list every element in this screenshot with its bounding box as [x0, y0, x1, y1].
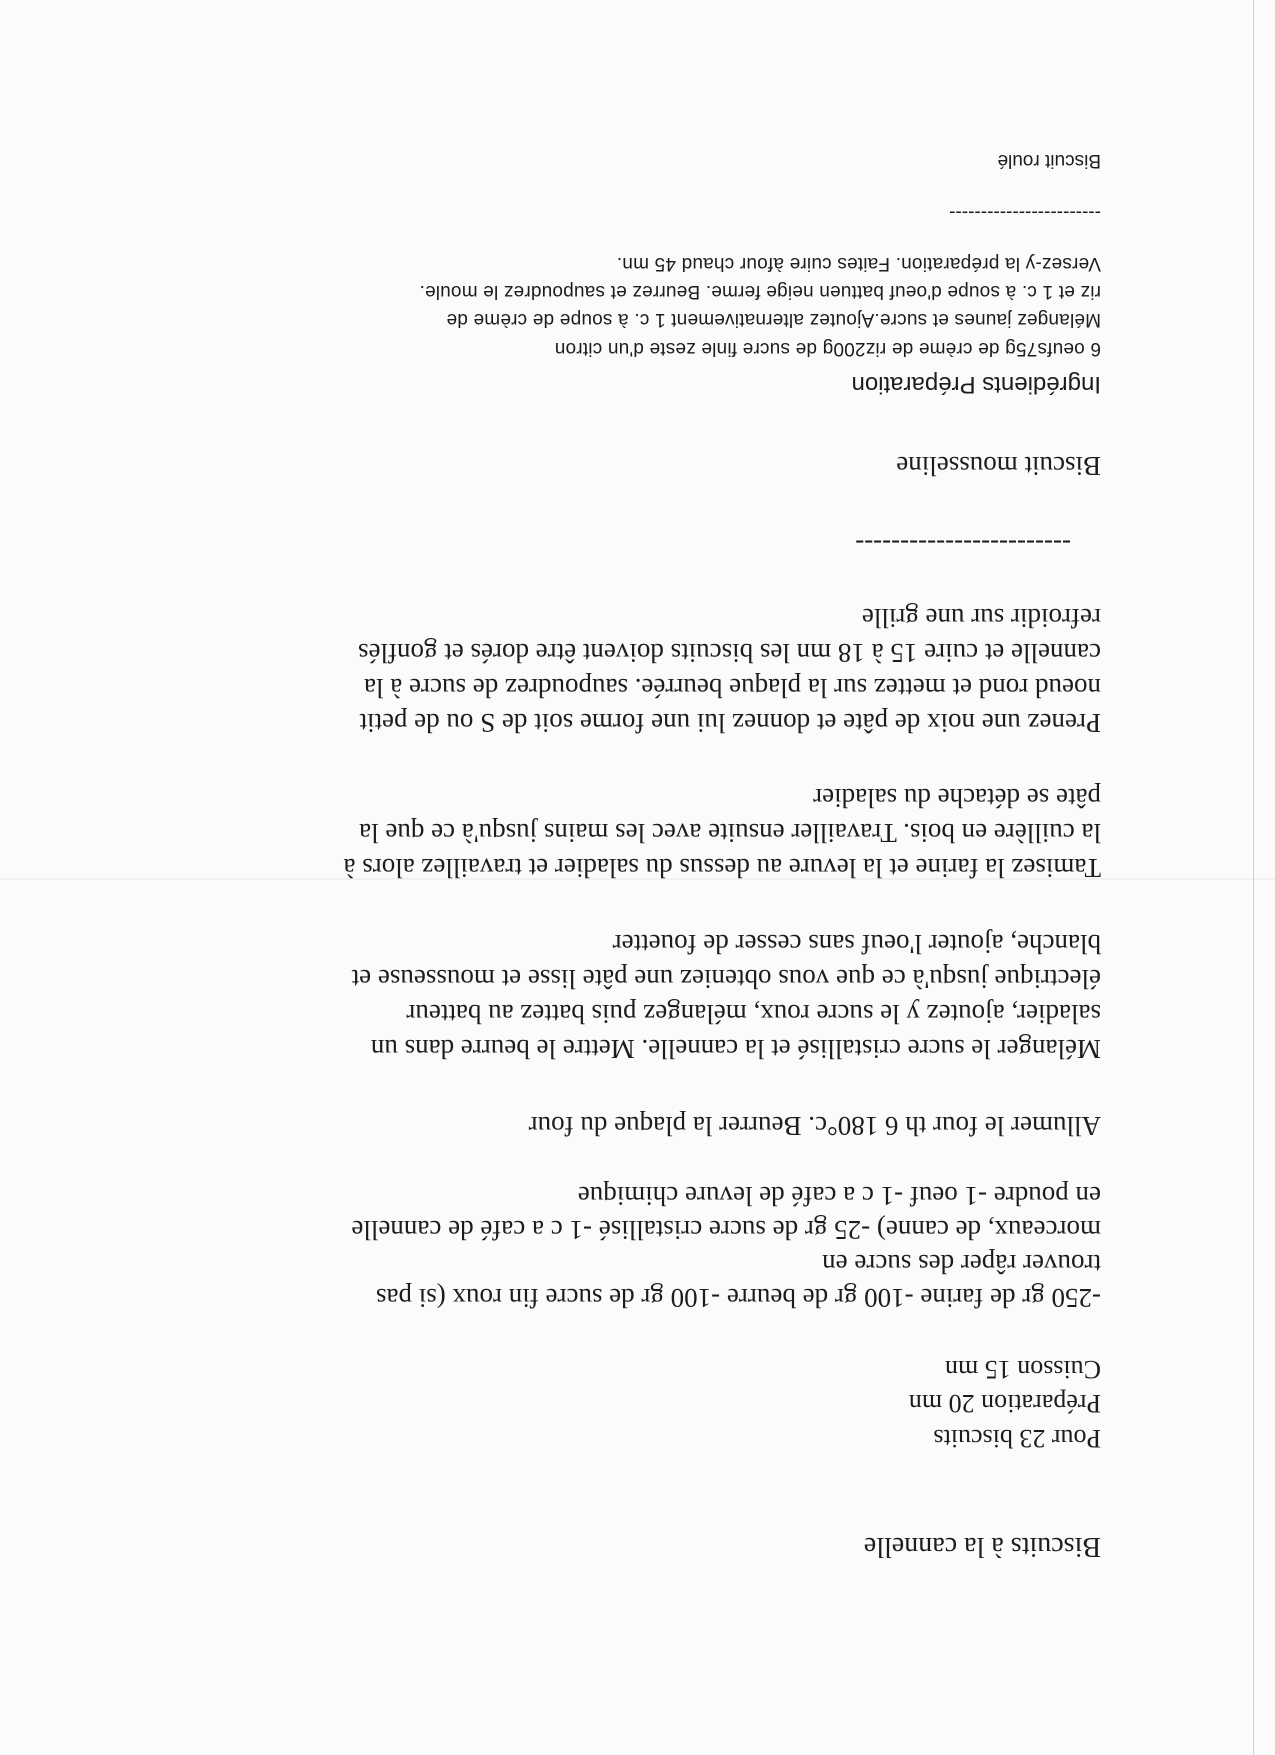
separator-line: ------------------------ [949, 202, 1101, 223]
ingredients-line: -250 gr de farine -100 gr de beurre -100 gr de sucre fin roux (si pas [376, 1283, 1101, 1313]
recipe3-title: Biscuit roulé [997, 150, 1101, 171]
separator-line: ------------------------ [855, 529, 1071, 559]
step-line: Prenez une noix de pâte et donnez lui une forme soit de S ou de petit [359, 708, 1101, 738]
ingredients-line: en poudre -1 oeuf -1 c a café de levure chimique [577, 1181, 1101, 1211]
step-line: saladier, ajoutez y le sucre roux, mélangez puis battez au batteur [406, 999, 1101, 1029]
ingredients-line: trouver râper des sucre en [822, 1249, 1101, 1279]
step-line: cannelle et cuire 15 à 18 mn les biscuits doivent être dorés et gonflés [357, 638, 1101, 668]
step-line: pâte se détache du saladier [813, 783, 1101, 813]
recipe-yield: Pour 23 biscuits [933, 1424, 1101, 1453]
recipe-cook-time: Cuisson 15 mn [944, 1355, 1101, 1384]
step-line: Tamisez la farine et la levure au dessus du saladier et travaillez alors à [343, 853, 1101, 883]
recipe2-heading: Ingrédients Préparation [851, 371, 1101, 398]
step-line: la cuillère en bois. Travailler ensuite avec les mains jusqu'à ce que la [359, 818, 1101, 848]
step-line: électrique jusqu'à ce que vous obteniez une pâte lisse et mousseuse et [351, 964, 1101, 994]
recipe-title: Biscuits à la cannelle [863, 1531, 1101, 1562]
ingredients-line: morceaux, de canne) -25 gr de sucre cristallisé -1 c a café de cannelle [351, 1215, 1101, 1245]
step-line: Mélanger le sucre cristallisé et la cannelle. Mettre le beurre dans un [370, 1034, 1101, 1064]
recipe2-title: Biscuit mousseline [896, 451, 1101, 481]
step-line: noeud rond et mettez sur la plaque beurrée. saupoudrez de sucre à la [364, 673, 1101, 703]
step-line: Allumer le four th 6 180°c. Beurrer la plaque du four [528, 1111, 1101, 1141]
recipe-prep-time: Préparation 20 mn [908, 1389, 1101, 1418]
recipe2-line: 6 oeufs75g de crème de riz200g de sucre finle zeste d'un citron [554, 338, 1101, 359]
recipe2-line: Mélangez jaunes et sucre.Ajoutez alternativement 1 c. à soupe de crème de [446, 309, 1101, 330]
step-line: refroidir sur une grille [861, 603, 1101, 633]
recipe2-line: Versez-y la préparation. Faites cuire àfour chaud 45 mn. [616, 253, 1101, 274]
step-line: blanche, ajouter l'oeuf sans cesser de fouetter [612, 929, 1101, 959]
recipe2-line: riz et 1 c. à soupe d'oeuf battuen neige ferme. Beurrez et saupoudrez le moule. [419, 281, 1101, 302]
